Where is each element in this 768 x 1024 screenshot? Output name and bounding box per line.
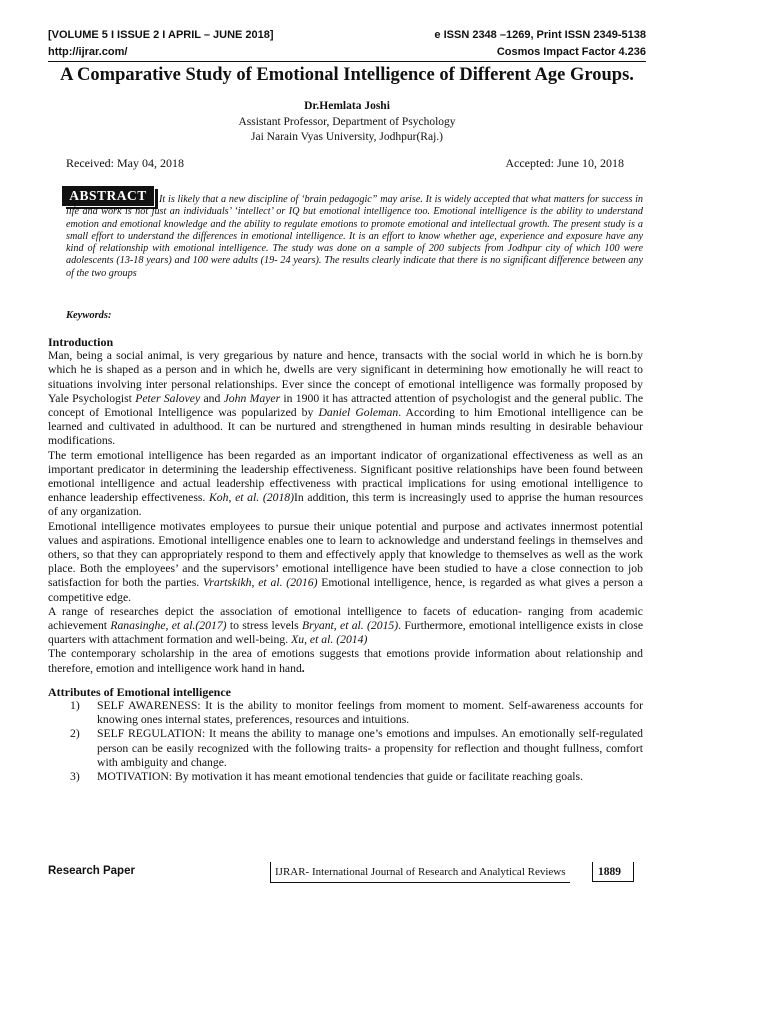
running-header-left bbox=[48, 27, 274, 61]
body-text bbox=[48, 335, 643, 784]
accepted-date: Accepted: June 10, 2018 bbox=[505, 156, 624, 170]
text-run: . bbox=[301, 661, 305, 675]
list-number: 1) bbox=[70, 699, 80, 713]
list-number: 3) bbox=[70, 770, 80, 784]
intro-paragraph-2 bbox=[48, 449, 643, 520]
intro-paragraph-3 bbox=[48, 520, 643, 605]
abstract-body: It is likely that a new discipline of ‘brain pedagogic” may arise. It is widely accepted that what matters for success in life and work is not just an individuals’ ‘intellect’ or IQ but emotional intelligence too. Emotional intelligence is the ability to understand emotion and emotional knowledge and the ability to regulate emotions to promote emotional and intellectual growth. The present study is a small effort to understand the differences in emotional intelligence. It is an effort to know whether age, experience and exposure have any kind of relationship with emotional intelligence. The study was done on a sample of 200 subjects from Jodhpur city of which 100 were adolescents (13-18 years) and 100 were adults (19- 24 years). The results clearly indicate that there is no significant difference between any of the two groups bbox=[66, 194, 643, 279]
text-run: A range of researches depict the association of emotional intelligence to facets of education- ranging from academic achievement bbox=[48, 604, 643, 633]
author-position: Assistant Professor, Department of Psychology bbox=[238, 115, 456, 128]
text-run: to stress levels bbox=[226, 619, 302, 633]
author-block bbox=[48, 99, 646, 146]
list-item bbox=[48, 770, 643, 784]
list-item-text: MOTIVATION: By motivation it has meant emotional tendencies that guide or facilitate reaching goals. bbox=[97, 770, 583, 784]
intro-paragraph-5 bbox=[48, 647, 643, 675]
volume-info: [VOLUME 5 I ISSUE 2 I APRIL – JUNE 2018] bbox=[48, 29, 274, 41]
author-affiliation: Jai Narain Vyas University, Jodhpur(Raj.) bbox=[251, 131, 443, 143]
attributes-heading: Attributes of Emotional intelligence bbox=[48, 684, 231, 699]
text-run: Emotional intelligence motivates employees to pursue their unique potential and purpose and activates innermost potential values and aspirations. Emotional intelligence enables one to learn to acknowledge and understand feelings in themselves and others, so that they can appropriately respond to them and effectively apply that knowledge to themselves as well as the work place. Both the employees’ and the supervisors’ emotional intelligence have been studied to have a close connection to job satisfaction for both the parties. bbox=[48, 519, 643, 590]
paper-title: A Comparative Study of Emotional Intelligence of Different Age Groups. bbox=[60, 65, 634, 85]
abstract-label: ABSTRACT bbox=[61, 185, 155, 207]
intro-paragraph-1 bbox=[48, 349, 643, 448]
abstract-text bbox=[66, 194, 643, 280]
page-number: 1889 bbox=[592, 862, 634, 882]
author-ref: Daniel Goleman bbox=[318, 406, 399, 420]
header-divider bbox=[48, 61, 646, 62]
impact-factor: Cosmos Impact Factor 4.236 bbox=[496, 46, 646, 58]
text-run: Man, being a social animal, is very gregarious by nature and hence, transacts with the social world in which he is born.by which he is shaped as a person and in which he, dwells are very significant in determining how emotionally he will react to situations involving inter personal relationships. Ever since the concept of emotional intelligence was formally proposed by Yale Psychologist bbox=[48, 349, 643, 405]
section-gap bbox=[48, 676, 643, 685]
issn-info: e ISSN 2348 –1269, Print ISSN 2349-5138 bbox=[434, 29, 646, 41]
attributes-list bbox=[48, 699, 643, 784]
text-run: The contemporary scholarship in the area of emotions suggests that emotions provide information about relationship and therefore, emotion and intelligence work hand in hand bbox=[48, 647, 643, 675]
citation: Bryant, et al. (2015) bbox=[302, 619, 399, 633]
author-ref: Peter Salovey bbox=[135, 391, 201, 405]
text-run: Emotional intelligence, hence, is regarded as what gives a person a competitive edge. bbox=[48, 576, 643, 604]
keywords-label: Keywords: bbox=[66, 310, 112, 321]
footer-journal-name: IJRAR- International Journal of Research and Analytical Reviews bbox=[270, 862, 570, 883]
text-run: In addition, this term is increasingly used to apprise the human resources of any organization. bbox=[48, 491, 643, 519]
text-run: The term emotional intelligence has been regarded as an important indicator of organizational effectiveness as well as an important predicator in determining the leadership effectiveness. Significant positive relationships have been found between emotional intelligence and actual leadership effectiveness with practical implications for using emotional intelligence to enhance leadership effectiveness. bbox=[48, 448, 643, 505]
text-run: . According to him Emotional intelligence can be learned and cultivated in adulthood. It can be nurtured and strengthened in human minds resulting in desirable behaviour modifications. bbox=[48, 406, 644, 448]
author-name: Dr.Hemlata Joshi bbox=[304, 100, 390, 112]
author-ref: John Mayer bbox=[223, 391, 281, 405]
text-run: . Furthermore, emotional intelligence exists in close quarters with attachment formation and well-being. bbox=[48, 619, 644, 647]
list-number: 2) bbox=[70, 727, 80, 741]
citation: Vrartskikh, et al. (2016) bbox=[203, 576, 318, 590]
journal-url[interactable]: http://ijrar.com/ bbox=[48, 46, 128, 58]
citation: Ranasinghe, et al.(2017) bbox=[110, 619, 227, 633]
list-item-text: SELF AWARENESS: It is the ability to monitor feelings from moment to moment. Self-awareness accounts for knowing ones internal states, preferences, resources and intuitions. bbox=[97, 699, 643, 727]
received-date: Received: May 04, 2018 bbox=[66, 156, 184, 170]
intro-paragraph-4 bbox=[48, 605, 643, 648]
footer-paper-type: Research Paper bbox=[48, 865, 135, 877]
introduction-heading: Introduction bbox=[48, 335, 114, 349]
citation: Xu, et al. (2014) bbox=[291, 633, 368, 647]
text-run: in 1900 it has attracted attention of psychologist and the general public. The concept of Emotional Intelligence was popularized by bbox=[48, 391, 644, 420]
list-item-text: SELF REGULATION: It means the ability to manage one’s emotions and impulses. An emotionally self-regulated person can be easily recognized with the following traits- a propensity for reflection and thought fullness, comfort with ambiguity and change. bbox=[97, 727, 643, 769]
text-run: and bbox=[200, 391, 224, 405]
citation: Koh, et al. (2018) bbox=[209, 491, 295, 505]
list-item bbox=[48, 699, 643, 727]
running-header-right bbox=[434, 27, 646, 61]
list-item bbox=[48, 727, 643, 770]
